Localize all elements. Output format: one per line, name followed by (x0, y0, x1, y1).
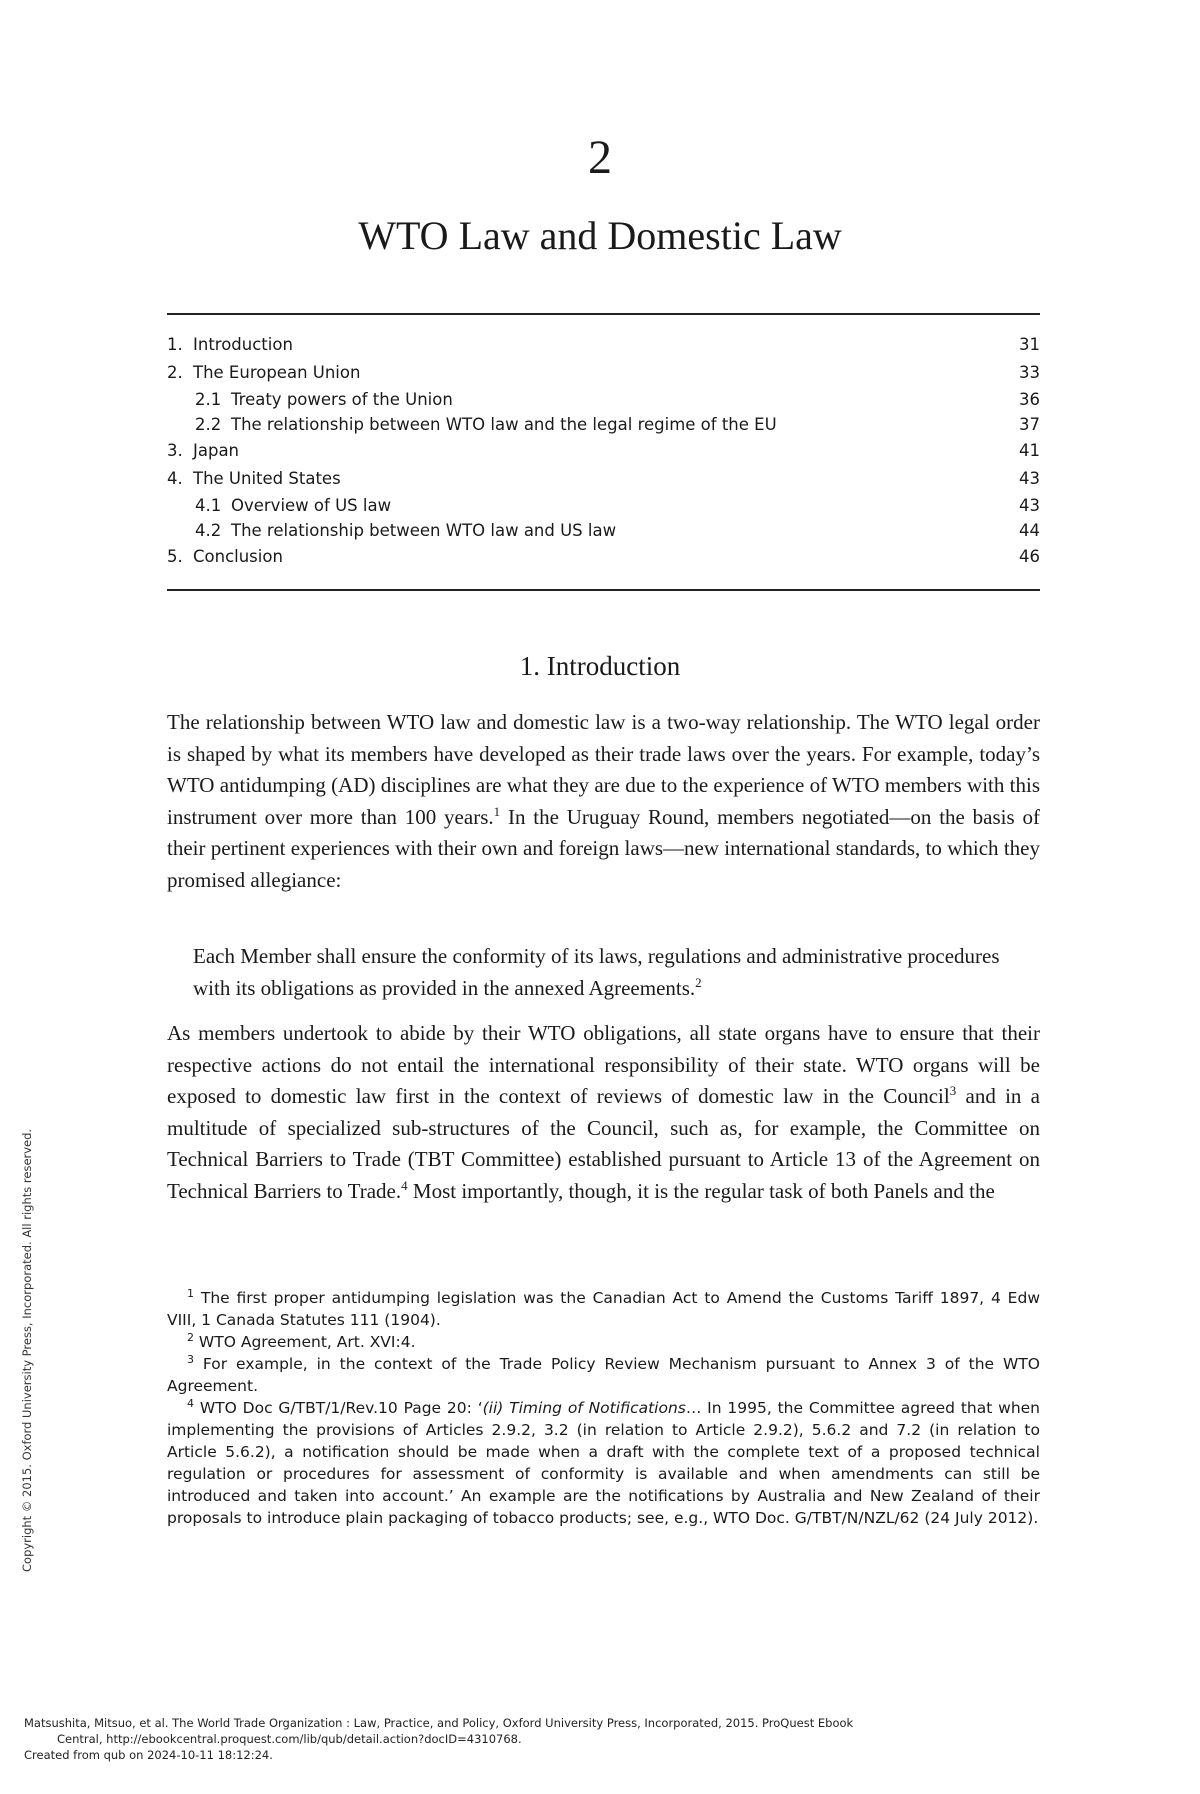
toc-entry-number: 4.2 (195, 521, 222, 540)
footnote-mark: 2 (187, 1330, 194, 1344)
paragraph-1-text-b: In the Uruguay Round, members negotiated—on the basis of their pertinent experiences with their own and foreign laws—new international standards, to which they promised allegiance: (167, 804, 1041, 892)
toc-entry-title: The European Union (193, 363, 361, 382)
toc-entry-label (167, 437, 239, 465)
toc-entry-number: 4.1 (195, 496, 222, 515)
toc-entry-page: 31 (1019, 335, 1040, 354)
toc-entry-number: 1. (167, 335, 183, 354)
toc-entry-page: 43 (1019, 496, 1040, 515)
toc-entry-title: The United States (193, 469, 341, 488)
toc-entry-number: 5. (167, 547, 183, 566)
copyright-notice: Copyright © 2015. Oxford University Press, Incorporated. All rights reserved. (20, 1128, 34, 1572)
toc-entry[interactable] (167, 331, 1040, 359)
toc-entry[interactable] (167, 465, 1040, 493)
block-quote (193, 941, 1023, 1004)
paragraph-2-text-c: Most importantly, though, it is the regular task of both Panels and the (407, 1178, 995, 1203)
toc-entry[interactable] (167, 412, 1040, 437)
toc-entry-title: Treaty powers of the Union (231, 390, 453, 409)
citation (24, 1715, 1124, 1763)
footnote-mark: 1 (187, 1286, 194, 1300)
footnotes (167, 1287, 1040, 1529)
toc-entry-label (195, 412, 777, 437)
toc-entry-label (195, 518, 616, 543)
toc-entry[interactable] (167, 543, 1040, 571)
footnote-1 (167, 1287, 1040, 1331)
toc-entry-number: 3. (167, 441, 183, 460)
toc-entry-title: The relationship between WTO law and US law (231, 521, 617, 540)
footnote-ref-4[interactable]: 4 (401, 1177, 408, 1193)
chapter-title: WTO Law and Domestic Law (358, 213, 842, 258)
toc-entry[interactable] (167, 437, 1040, 465)
toc-entry[interactable] (167, 493, 1040, 518)
footnote-text: … In 1995, the Committee agreed that when implementing the provisions of Articles 2.9.2, 3.2 (in relation to Article 2.9.2), 5.6.2 and 7.2 (in relation to Article 5.6.2), a notification should be made when a draft with the complete text of a proposed technical regulation or procedures for assessment of conformity is available and when amendments can still be introduced and taken into account.’ An example are the notifications by Australia and New Zealand of their proposals to introduce plain packaging of tobacco products; see, e.g., WTO Doc. G/TBT/N/NZL/62 (24 July 2012). (167, 1399, 1040, 1527)
footnote-mark: 4 (187, 1396, 194, 1410)
toc-entry-label (195, 387, 453, 412)
toc-entry[interactable] (167, 518, 1040, 543)
footnote-4 (167, 1397, 1040, 1529)
paragraph-1-text-a: The relationship between WTO law and domestic law is a two-way relationship. The WTO legal order is shaped by what its members have developed as their trade laws over the years. For example, today’s WTO antidumping (AD) disciplines are what they are due to the experience of WTO members with this instrument over more than 100 years. (167, 710, 1040, 829)
toc-entry-label (195, 493, 391, 518)
footnote-ref-1[interactable]: 1 (493, 803, 501, 819)
toc-entry-label (167, 331, 293, 359)
toc-entry-title: Introduction (193, 335, 293, 354)
toc-entry-number: 2. (167, 363, 183, 382)
chapter-number: 2 (588, 131, 612, 184)
paragraph-2-text-b: and in a multitude of specialized sub-structures of the Council, such as, for example, the Committee on Technical Barriers to Trade (TBT Committee) established pursuant to Article 13 of the Agreement on Technical Barriers to Trade. (167, 1084, 1040, 1203)
footnote-italic-text: (ii) Timing of Notifications (482, 1399, 686, 1417)
footnote-ref-2[interactable]: 2 (695, 974, 702, 990)
toc-entry-label (167, 543, 283, 571)
footnote-text: For example, in the context of the Trade Policy Review Mechanism pursuant to Annex 3 of the WTO Agreement. (167, 1355, 1040, 1395)
paragraph-2 (167, 1018, 1040, 1207)
toc-entry-number: 2.1 (195, 390, 222, 409)
toc-entry-page: 46 (1019, 547, 1040, 566)
footnote-2 (167, 1331, 1040, 1353)
toc-entry-number: 2.2 (195, 415, 222, 434)
footnote-3 (167, 1353, 1040, 1397)
toc-entry-title: Conclusion (193, 547, 283, 566)
toc-entry-label (167, 465, 341, 493)
toc-entry-page: 37 (1019, 415, 1040, 434)
toc-entry-number: 4. (167, 469, 183, 488)
citation-line-2[interactable]: Central, http://ebookcentral.proquest.com/lib/qub/detail.action?docID=4310768. (57, 1732, 522, 1746)
footnote-text: WTO Doc G/TBT/1/Rev.10 Page 20: ‘ (194, 1399, 483, 1417)
toc-entry-page: 33 (1019, 363, 1040, 382)
toc-entry[interactable] (167, 359, 1040, 387)
toc-entry-title: Japan (193, 441, 240, 460)
section-heading: 1. Introduction (519, 651, 681, 681)
footnote-text: The first proper antidumping legislation was the Canadian Act to Amend the Customs Tariff 1897, 4 Edw VIII, 1 Canada Statutes 111 (1904). (167, 1289, 1040, 1329)
toc-entry[interactable] (167, 387, 1040, 412)
paragraph-1 (167, 707, 1040, 896)
toc-entry-title: Overview of US law (231, 496, 392, 515)
toc-entry-page: 44 (1019, 521, 1040, 540)
toc-entry-label (167, 359, 360, 387)
toc-entry-title: The relationship between WTO law and the legal regime of the EU (231, 415, 777, 434)
toc-entry-page: 43 (1019, 469, 1040, 488)
toc-entry-page: 36 (1019, 390, 1040, 409)
table-of-contents (167, 313, 1040, 591)
citation-line-3: Created from qub on 2024-10-11 18:12:24. (24, 1748, 273, 1762)
block-quote-text: Each Member shall ensure the conformity of its laws, regulations and administrative procedures with its obligations as provided in the annexed Agreements. (193, 944, 1000, 1000)
paragraph-2-text-a: As members undertook to abide by their WTO obligations, all state organs have to ensure that their respective actions do not entail the international responsibility of their state. WTO organs will be exposed to domestic law first in the context of reviews of domestic law in the Council (167, 1021, 1040, 1108)
footnote-ref-3[interactable]: 3 (949, 1083, 957, 1098)
toc-entry-page: 41 (1019, 441, 1040, 460)
footnote-mark: 3 (187, 1352, 194, 1366)
footnote-text: WTO Agreement, Art. XVI:4. (194, 1333, 416, 1351)
citation-line-1: Matsushita, Mitsuo, et al. The World Trade Organization : Law, Practice, and Policy, Oxford University Press, Incorporated, 2015. ProQuest Ebook (24, 1716, 854, 1730)
